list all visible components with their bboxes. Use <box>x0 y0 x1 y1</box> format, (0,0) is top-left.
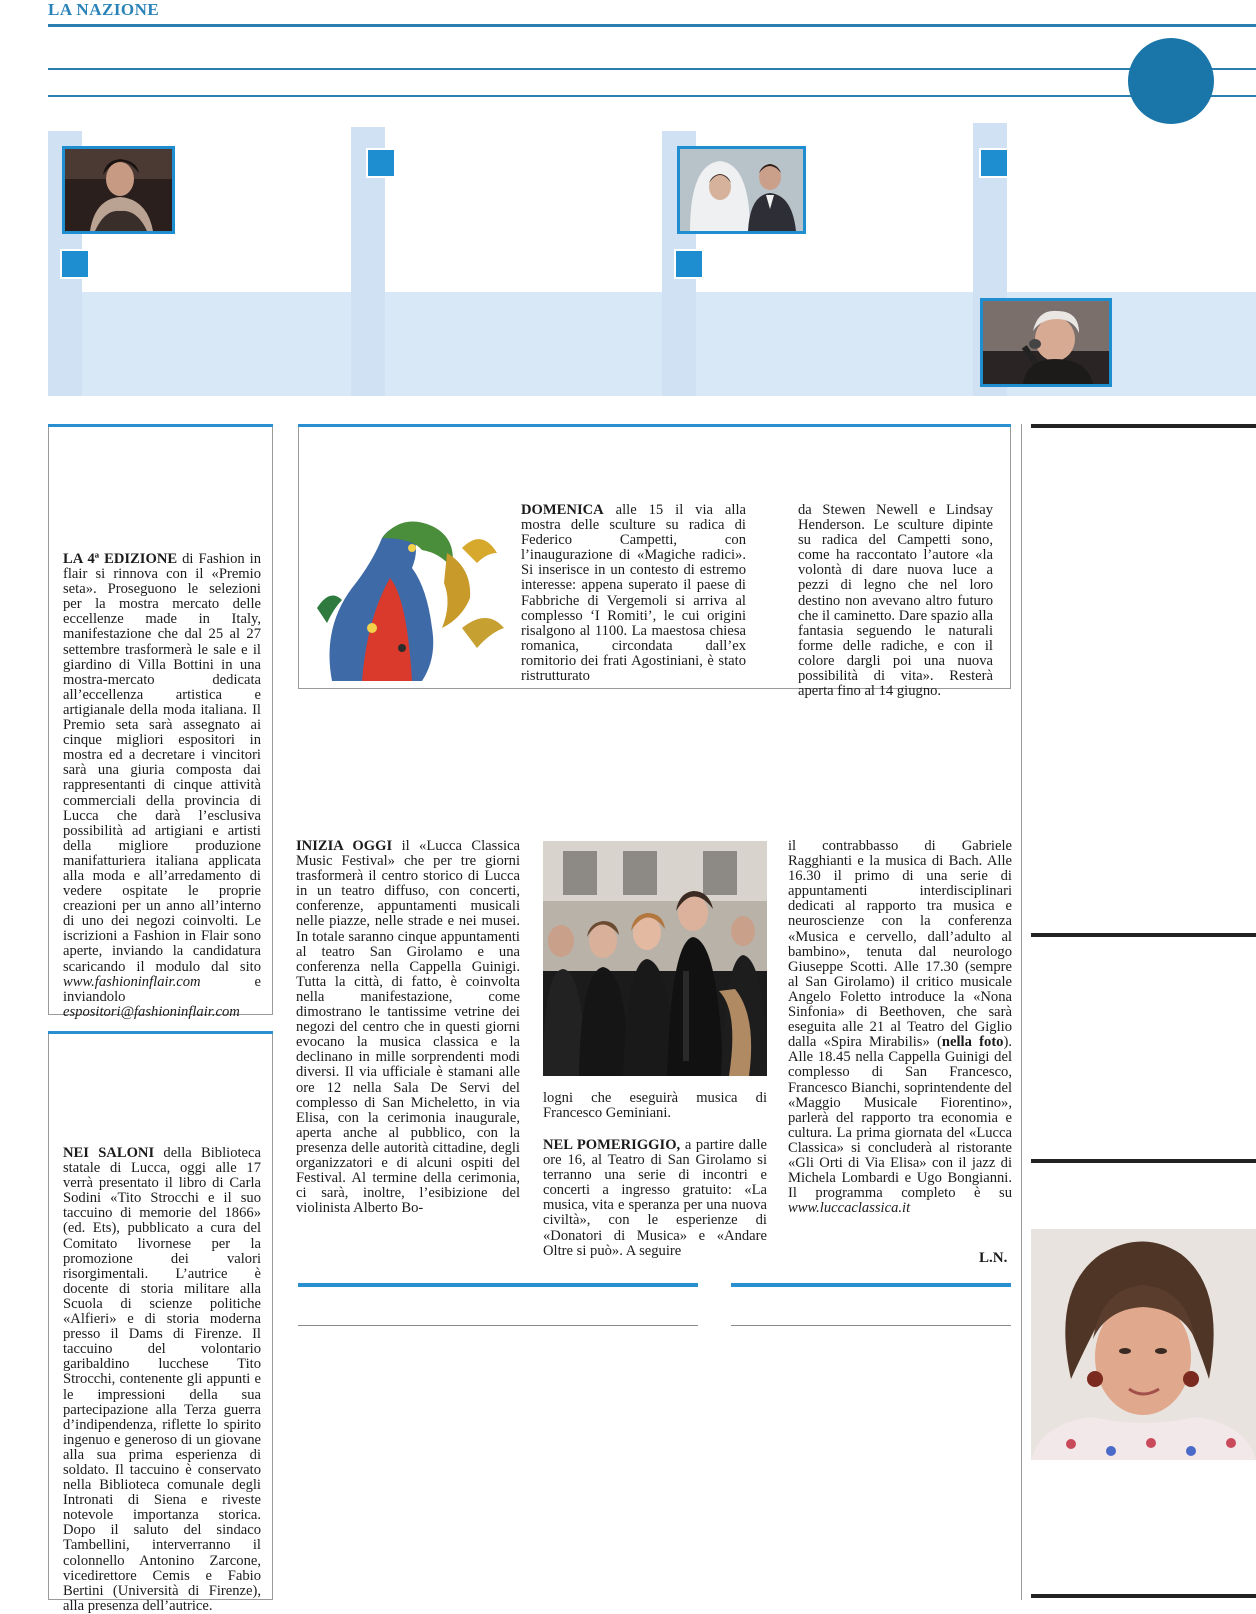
bottom-right-accent <box>731 1283 1011 1287</box>
article-fashion-site: www.fashioninflair.com <box>63 973 201 990</box>
timeline-marker-4 <box>979 148 1009 178</box>
masthead: LA NAZIONE <box>48 0 160 19</box>
right-column-rule-2 <box>1031 933 1256 937</box>
article-box-saloni-accent <box>48 1031 273 1034</box>
header-circle-decoration <box>1128 38 1214 124</box>
article-fashion-lead: LA 4ª EDIZIONE <box>63 551 178 567</box>
timeline-marker-3 <box>674 249 704 279</box>
article-saloni-body: della Biblioteca statale di Lucca, oggi alle 17 verrà presentato il libro di Carla Sodini «Tito Strocchi e il suo taccuino di memorie del 1866» (ed. Ets), pubblicato a cura del Comitato livornese per la promozione dei valori risorgimentali. L’autrice è docente di storia militare alla Scuola di scienze politiche «Alfieri» e di storia moderna presso il Dams di Firenze. Il taccuino del volontario garibaldino lucchese Tito Strocchi, contenente gli appunti e le impressioni della sua partecipazione alla Terza guerra d’indipendenza, riflette lo spirito ingenuo e generoso di un giovane alla sua prima esperienza di soldato. Il taccuino è conservato nella Biblioteca comunale degli Intronati di Siena e riveste notevole importanza storica. Dopo il saluto del sindaco Tambellini, interverranno il colonnello Antonino Zarcone, vicedirettore Cemis e Fabio Bertini (Università di Firenze), alla presenza dell’autrice. <box>63 1145 261 1614</box>
article-festival-col3a: il contrabbasso di Gabriele Ragghianti e la musica di Bach. Alle 16.30 il primo di una serie di appuntamenti interdisciplinari dedicati al rapporto tra musica e neuroscienze con la conferenza «Musica e cervello, dall’adulto al bambino», tenuta dal neurologo Giuseppe Scotti. Alle 17.30 (sempre al San Girolamo) il critico musicale Angelo Foletto introduce la «Nona Sinfonia» di Beethoven, che sarà eseguita alle 21 al Teatro del Giglio dalla «Spira Mirabilis» ( <box>788 838 1012 1051</box>
photo-wedding-couple <box>677 146 806 234</box>
article-fashion-body: di Fashion in flair si rinnova con il «Premio seta». Proseguono le selezioni per la mostra mercato delle eccellenze made in Italy, manifestazione che dal 25 al 27 settembre trasformerà le sale e il giardino di Villa Bottini in una mostra-mercato dedicata all’eccellenza artistica e artigianale della moda italiana. Il Premio seta sarà assegnato ai cinque migliori espositori in mostra ed a decretare i vincitori sarà una giuria composta dai rappresentanti di cinque attività commerciali della provincia di Lucca che darà l’esclusiva possibilità ad artigiani e artisti della migliore produzione manifatturiera italiana applicata alla moda e all’arredamento di vedere ospitate le proprie creazioni per un anno all’interno di uno dei negozi coinvolti. Le iscrizioni a Fashion in Flair sono aperte, inviando la candidatura scaricando il modulo dal sito <box>63 551 262 975</box>
timeline-marker-1 <box>60 249 90 279</box>
article-festival-col1 <box>296 839 520 1216</box>
article-festival-lead: INIZIA OGGI <box>296 838 393 854</box>
article-festival-site: www.luccaclassica.it <box>788 1200 911 1217</box>
bottom-left-rule <box>298 1325 698 1326</box>
bottom-left-accent <box>298 1283 698 1287</box>
article-box-fashion-accent <box>48 424 273 427</box>
timeline-marker-2 <box>366 148 396 178</box>
article-festival-col3b: ). Alle 18.45 nella Cappella Guinigi del complesso di San Francesco, Francesco Bianchi, soprintendente del «Maggio Musicale Fiorentino», parlerà del rapporto tra economia e cultura. La prima giornata del «Lucca Classica» si concluderà al ristorante «Gli Orti di Via Elisa» con il jazz di Michela Lombardi e Ugo Bongianni. Il programma completo è su <box>788 1034 1012 1202</box>
header-rule-bottom <box>48 95 1256 97</box>
right-column-rule-3 <box>1031 1159 1256 1163</box>
photo-spira-mirabilis <box>543 841 767 1076</box>
article-festival-col1-body: il «Lucca Classica Music Festival» che per tre giorni trasformerà il centro storico di Lucca in un teatro diffuso, con concerti, conferenze, appuntamenti musicali nelle piazze, nelle strade e nei musei. In totale saranno cinque appuntamenti al teatro San Girolamo e una conferenza nella Cappella Guinigi. Tutta la città, di fatto, è coinvolta nella manifestazione, come dimostrano le tantissime vetrine dei negozi del centro che in questi giorni evocano la musica classica e la declinano in mille sorprendenti modi diversi. Il via ufficiale è stamani alle ore 12 nella Sala De Servi del complesso di San Micheletto, in via Elisa, con la cerimonia inaugurale, aperta anche al pubblico, con la presenza delle autorità cittadine, degli organizzatori e di alcuni ospiti del Festival. Al termine della cerimonia, ci sarà, inoltre, l’esibizione del violinista Alberto Bo- <box>296 838 521 1217</box>
article-saloni-lead: NEI SALONI <box>63 1145 155 1161</box>
article-festival-photo-ref: nella foto <box>941 1034 1004 1051</box>
column-divider <box>1021 424 1022 1600</box>
header-rule-top <box>48 24 1256 27</box>
article-domenica-col2: da Stewen Newell e Lindsay Henderson. Le sculture dipinte su radica del Campetti sono, come ha raccontato l’autore «la volontà di dare nuova luce a pezzi di legno che nel loro destino non avevano altro futuro che il caminetto. Dare spazio alla fantasia seguendo le naturali forme delle radiche, e con il colore dargli poi una nuova possibilità di vita». Resterà aperta fino al 14 giugno. <box>798 502 993 700</box>
article-box-domenica-accent <box>298 424 1011 427</box>
header-rule-middle <box>48 68 1256 70</box>
article-festival-col2b <box>543 1138 767 1259</box>
article-domenica-lead: DOMENICA <box>521 502 604 518</box>
article-festival-signature: L.N. <box>979 1250 1008 1266</box>
article-domenica-col1-body: alle 15 il via alla mostra delle sculture su radica di Federico Campetti, con l’inaugurazione di «Magiche radici». Si inserisce in un contesto di estremo interesse: appena superato il paese di Fabbriche di Vergemoli si arriva al complesso ‘I Romiti’, le cui origini risalgono al 1100. La maestosa chiesa romanica, circondata dall’ex romitorio dei frati Agostiniani, è stato ristrutturato <box>521 502 746 685</box>
article-saloni-text <box>63 1146 261 1614</box>
article-festival-col2a: logni che eseguirà musica di Francesco Geminiani. <box>543 1090 767 1122</box>
article-fashion-email: espositori@fashioninflair.com <box>63 1003 240 1020</box>
bottom-right-rule <box>731 1325 1011 1326</box>
right-column-rule-4 <box>1031 1594 1256 1598</box>
photo-speaker-microphone <box>980 298 1112 387</box>
article-festival-col2-lead: NEL POMERIGGIO, <box>543 1137 681 1153</box>
article-festival-col3 <box>788 839 1012 1216</box>
photo-root-sculpture <box>312 508 512 681</box>
article-fashion-mid: e inviandolo <box>63 973 261 1005</box>
photo-singer <box>62 146 175 234</box>
article-fashion-text <box>63 552 261 1020</box>
article-domenica-col1 <box>521 503 746 684</box>
right-column-rule-1 <box>1031 424 1256 428</box>
article-festival-col2b-body: a partire dalle ore 16, al Teatro di San Girolamo si terranno una serie di incontri e concerti a ingresso gratuito: «La musica, vita e speranza per una nuova civiltà», con le esperienze di «Donatori di Musica» e «Andare Oltre si può». A seguire <box>543 1137 767 1259</box>
photo-woman-portrait <box>1031 1229 1256 1460</box>
